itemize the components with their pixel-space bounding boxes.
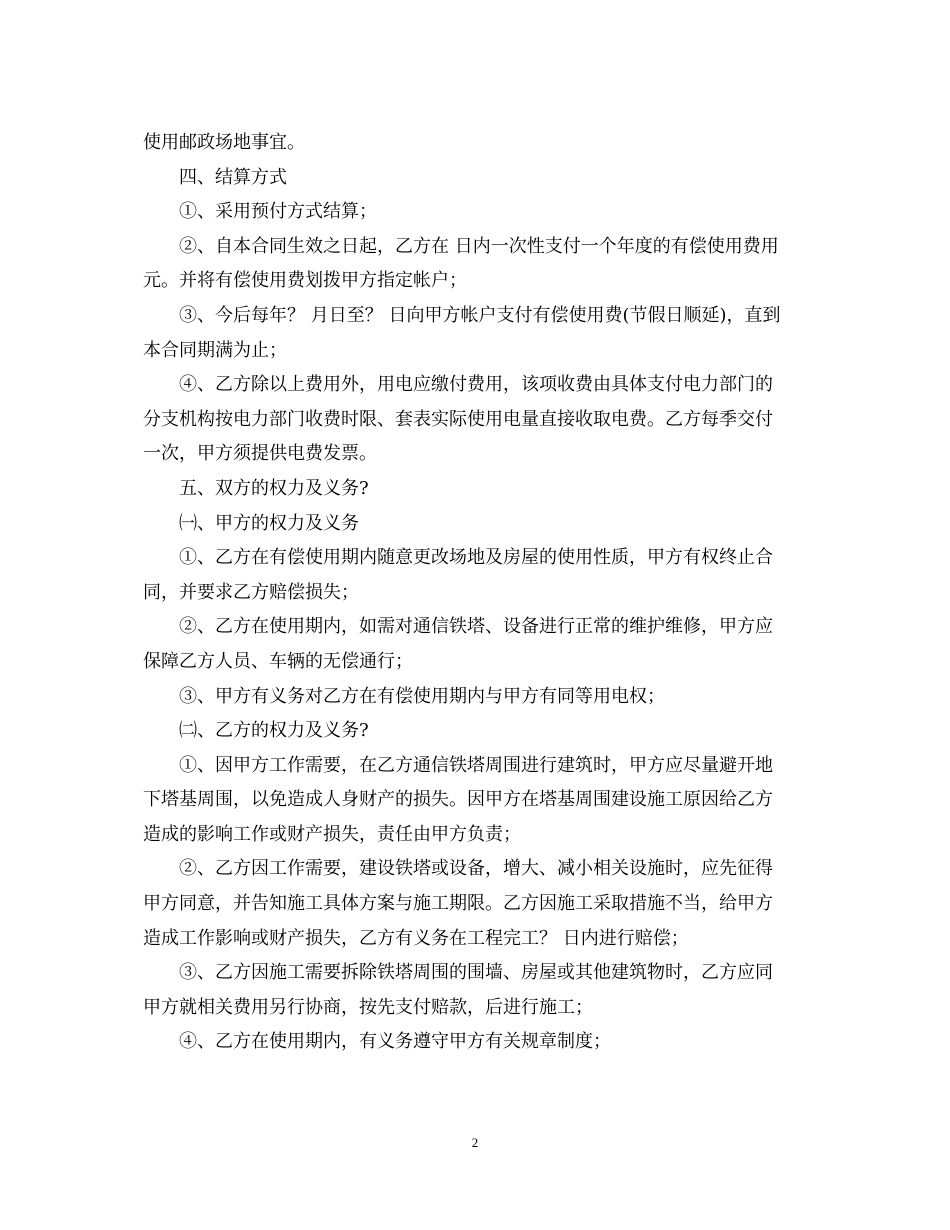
text-line: ②、乙方在使用期内，如需对通信铁塔、设备进行正常的维护维修，甲方应	[179, 616, 773, 638]
text-line: 下塔基周围，以免造成人身财产的损失。因甲方在塔基周围建设施工原因给乙方	[143, 789, 773, 811]
subsection-heading: ㈡、乙方的权力及义务?	[179, 720, 369, 742]
text-line: ①、因甲方工作需要，在乙方通信铁塔周围进行建筑时，甲方应尽量避开地	[179, 754, 773, 776]
section-heading: 四、结算方式	[179, 166, 287, 188]
document-body	[143, 126, 807, 1060]
text-line: ④、乙方除以上费用外，用电应缴付费用，该项收费由具体支付电力部门的	[179, 374, 773, 396]
text-line: ②、乙方因工作需要，建设铁塔或设备，增大、减小相关设施时，应先征得	[179, 858, 773, 880]
text-line: 本合同期满为止；	[143, 339, 287, 361]
text-line: ③、今后每年？ 月日至？ 日向甲方帐户支付有偿使用费(节假日顺延)，直到	[179, 304, 781, 326]
text-line: 同，并要求乙方赔偿损失；	[143, 581, 359, 603]
text-line: 造成工作影响或财产损失，乙方有义务在工程完工？ 日内进行赔偿；	[143, 927, 689, 949]
text-line: 分支机构按电力部门收费时限、套表实际使用电量直接收取电费。乙方每季交付	[143, 408, 773, 430]
text-line: 一次，甲方须提供电费发票。	[143, 443, 377, 465]
text-line: 造成的影响工作或财产损失，责任由甲方负责；	[143, 823, 521, 845]
text-line: 甲方同意，并告知施工具体方案与施工期限。乙方因施工采取措施不当，给甲方	[143, 893, 773, 915]
text-line: ①、采用预付方式结算；	[179, 201, 377, 223]
text-line: 使用邮政场地事宜。	[143, 132, 305, 153]
text-line: ②、自本合同生效之日起，乙方在 日内一次性支付一个年度的有偿使用费用	[179, 235, 779, 257]
subsection-heading: ㈠、甲方的权力及义务	[179, 512, 359, 534]
text-line: ①、乙方在有偿使用期内随意更改场地及房屋的使用性质，甲方有权终止合	[179, 547, 773, 569]
text-line: 元。并将有偿使用费划拨甲方指定帐户；	[143, 270, 467, 292]
text-line: 保障乙方人员、车辆的无偿通行；	[143, 650, 413, 672]
text-line: ③、乙方因施工需要拆除铁塔周围的围墙、房屋或其他建筑物时，乙方应同	[179, 962, 773, 984]
page-number: 2	[471, 1135, 479, 1150]
text-line: ④、乙方在使用期内，有义务遵守甲方有关规章制度；	[179, 1031, 611, 1053]
section-heading: 五、双方的权力及义务?	[179, 477, 369, 499]
text-line: ③、甲方有义务对乙方在有偿使用期内与甲方有同等用电权；	[179, 685, 665, 707]
text-line: 甲方就相关费用另行协商，按先支付赔款，后进行施工；	[143, 996, 593, 1018]
